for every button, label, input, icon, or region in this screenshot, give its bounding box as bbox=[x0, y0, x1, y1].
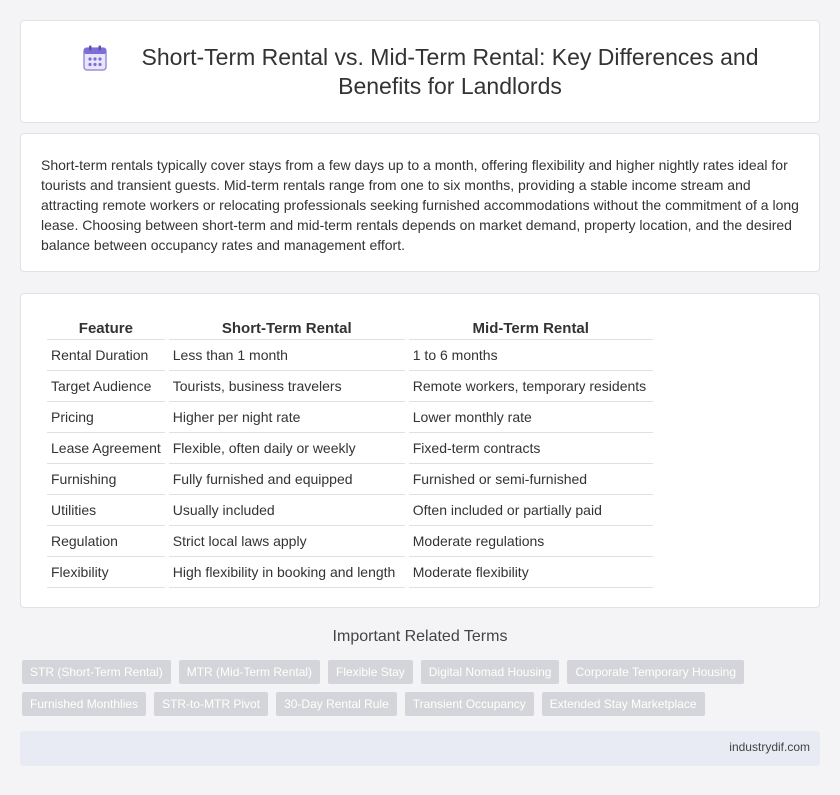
tag-30-day-rental-rule[interactable]: 30-Day Rental Rule bbox=[276, 692, 397, 716]
feature-cell: Regulation bbox=[47, 526, 165, 557]
tag-row bbox=[22, 660, 822, 684]
mid-term-cell: Furnished or semi-furnished bbox=[409, 464, 653, 495]
header-mid-term: Mid-Term Rental bbox=[409, 316, 653, 340]
table-row bbox=[47, 433, 653, 464]
feature-cell: Flexibility bbox=[47, 557, 165, 588]
tag-str-to-mtr-pivot[interactable]: STR-to-MTR Pivot bbox=[154, 692, 268, 716]
short-term-cell: High flexibility in booking and length bbox=[169, 557, 405, 588]
related-terms-heading: Important Related Terms bbox=[332, 628, 508, 645]
mid-term-cell: Moderate regulations bbox=[409, 526, 653, 557]
tag-extended-stay-marketplace[interactable]: Extended Stay Marketplace bbox=[542, 692, 705, 716]
feature-cell: Rental Duration bbox=[47, 340, 165, 371]
intro-card bbox=[20, 133, 820, 272]
page-title: Short-Term Rental vs. Mid-Term Rental: Key Differences and Benefits for Landlords bbox=[141, 44, 759, 99]
tag-transient-occupancy[interactable]: Transient Occupancy bbox=[405, 692, 534, 716]
footer-site-link[interactable]: industrydif.com bbox=[729, 740, 810, 754]
table-row bbox=[47, 340, 653, 371]
short-term-cell: Higher per night rate bbox=[169, 402, 405, 433]
mid-term-cell: Moderate flexibility bbox=[409, 557, 653, 588]
mid-term-cell: Remote workers, temporary residents bbox=[409, 371, 653, 402]
tag-mtr[interactable]: MTR (Mid-Term Rental) bbox=[179, 660, 320, 684]
tag-furnished-monthlies[interactable]: Furnished Monthlies bbox=[22, 692, 146, 716]
feature-cell: Target Audience bbox=[47, 371, 165, 402]
header-short-term: Short-Term Rental bbox=[169, 316, 405, 340]
short-term-cell: Strict local laws apply bbox=[169, 526, 405, 557]
tag-digital-nomad-housing[interactable]: Digital Nomad Housing bbox=[421, 660, 560, 684]
short-term-cell: Usually included bbox=[169, 495, 405, 526]
related-terms-tags bbox=[22, 660, 822, 724]
short-term-cell: Flexible, often daily or weekly bbox=[169, 433, 405, 464]
table-row bbox=[47, 557, 653, 588]
short-term-cell: Tourists, business travelers bbox=[169, 371, 405, 402]
feature-cell: Furnishing bbox=[47, 464, 165, 495]
mid-term-cell: Fixed-term contracts bbox=[409, 433, 653, 464]
mid-term-cell: Often included or partially paid bbox=[409, 495, 653, 526]
table-row bbox=[47, 402, 653, 433]
tag-corporate-temporary-housing[interactable]: Corporate Temporary Housing bbox=[567, 660, 744, 684]
feature-cell: Lease Agreement bbox=[47, 433, 165, 464]
mid-term-cell: 1 to 6 months bbox=[409, 340, 653, 371]
comparison-card bbox=[20, 293, 820, 608]
footer bbox=[20, 731, 820, 766]
feature-cell: Pricing bbox=[47, 402, 165, 433]
title-card bbox=[20, 20, 820, 123]
tag-str[interactable]: STR (Short-Term Rental) bbox=[22, 660, 171, 684]
tag-row bbox=[22, 692, 822, 716]
header-feature: Feature bbox=[47, 316, 165, 340]
table-row bbox=[47, 371, 653, 402]
table-row bbox=[47, 464, 653, 495]
table-header-row bbox=[47, 316, 653, 340]
comparison-table bbox=[43, 316, 657, 588]
short-term-cell: Less than 1 month bbox=[169, 340, 405, 371]
short-term-cell: Fully furnished and equipped bbox=[169, 464, 405, 495]
table-row bbox=[47, 495, 653, 526]
mid-term-cell: Lower monthly rate bbox=[409, 402, 653, 433]
intro-paragraph: Short-term rentals typically cover stays from a few days up to a month, offering flexibility and higher nightly rates ideal for tourists and transient guests. Mid-term rentals range from one to six months, providing a stable income stream and attracting remote workers or relocating professionals seeking furnished accommodations without the commitment of a long lease. Choosing between short-term and mid-term rentals depends on market demand, property location, and the desired balance between occupancy rates and management effort. bbox=[41, 157, 799, 253]
table-row bbox=[47, 526, 653, 557]
tag-flexible-stay[interactable]: Flexible Stay bbox=[328, 660, 413, 684]
feature-cell: Utilities bbox=[47, 495, 165, 526]
